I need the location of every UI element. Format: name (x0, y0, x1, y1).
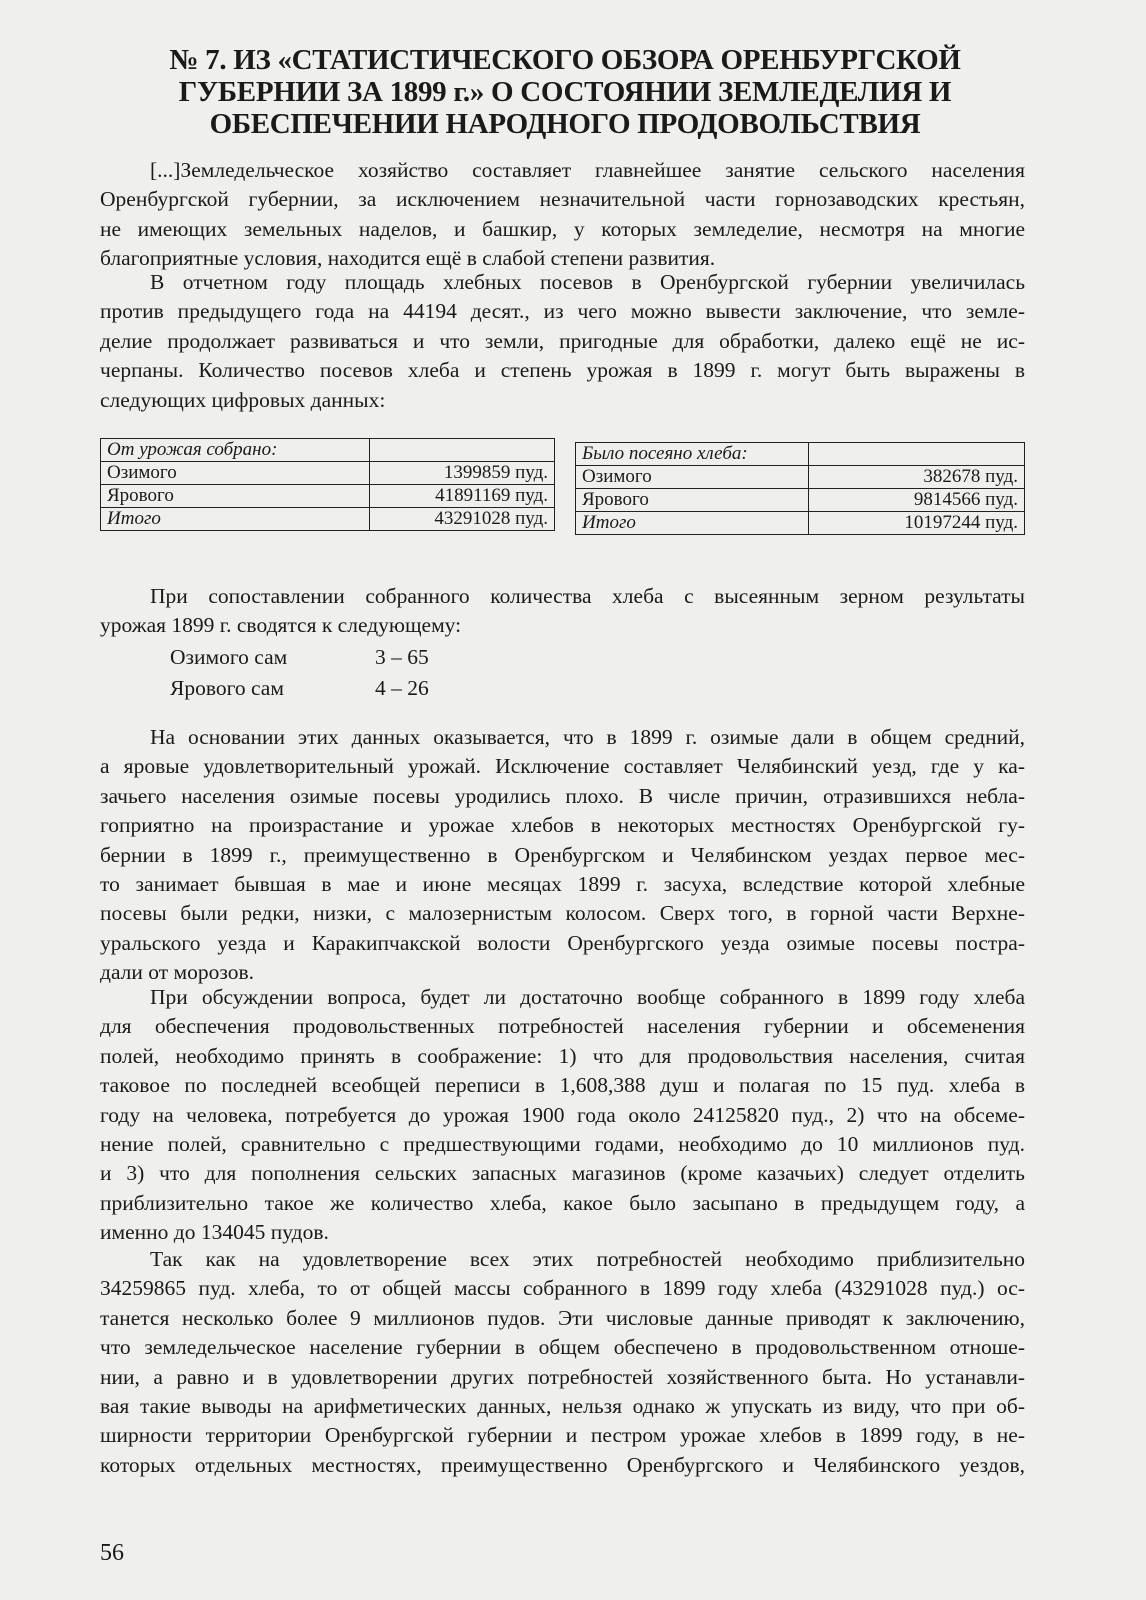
row-label: Ярового (101, 485, 370, 508)
text-line: то занимает бывшая в мае и июне месяцах 1899 г. засуха, вследствие которой хлебные (100, 871, 1025, 896)
text-line: посевы были редки, низки, с малозернистым колосом. Сверх того, в горной части Верхне- (100, 901, 1025, 926)
paragraph-2 (100, 268, 1025, 415)
text-line: танется несколько более 9 миллионов пудов. Эти числовые данные приводят к заключению, (100, 1305, 1025, 1330)
text-line: вая такие выводы на арифметических данных, нельзя однако ж упускать из виду, что при об- (100, 1393, 1025, 1418)
row-value: 41891169 пуд. (369, 485, 554, 508)
text-line: не имеющих земельных наделов, и башкир, у которых земледелие, несмотря на многие (100, 216, 1025, 241)
item-value: 4 – 26 (375, 676, 429, 700)
row-value: 9814566 пуд. (809, 489, 1025, 512)
text-line: против предыдущего года на 44194 десят., из чего можно вывести заключение, что земле- (100, 299, 1025, 324)
text-line: и 3) что для пополнения сельских запасных магазинов (кроме казачьих) следует отделить (100, 1161, 1025, 1186)
row-value: 382678 пуд. (809, 466, 1025, 489)
text-line: году на человека, потребуется до урожая 1900 года около 24125820 пуд., 2) что на обсеме- (100, 1102, 1025, 1127)
table-row (576, 489, 1025, 512)
harvest-table (100, 438, 555, 531)
row-value: 1399859 пуд. (369, 462, 554, 485)
table-row (101, 485, 555, 508)
paragraph-4 (100, 723, 1025, 988)
text-line: делие продолжает развиваться и что земли, пригодные для обработки, далеко ещё не ис- (100, 328, 1025, 353)
row-label: Итого (101, 508, 370, 531)
item-label: Озимого сам (170, 645, 288, 669)
text-line: урожая 1899 г. сводятся к следующему: (100, 613, 462, 638)
text-line: Так как на удовлетворение всех этих потребностей необходимо приблизительно (150, 1247, 1025, 1271)
text-line: Оренбургской губернии, за исключением незначительной части горнозаводских крестьян, (100, 187, 1025, 212)
text-line: благоприятные условия, находится ещё в слабой степени развития. (100, 246, 716, 271)
text-line: [...]Земледельческое хозяйство составляет главнейшее занятие сельского населения (150, 158, 1025, 182)
table-row (101, 508, 555, 531)
row-label: Ярового (576, 489, 809, 512)
table-header: Было посеяно хлеба: (576, 443, 809, 466)
title-line: ГУБЕРНИИ ЗА 1899 г.» О СОСТОЯНИИ ЗЕМЛЕДЕЛИЯ И (178, 76, 952, 108)
paragraph-3 (100, 582, 1025, 641)
page-number: 56 (100, 1540, 124, 1566)
row-value: 43291028 пуд. (369, 508, 554, 531)
text-line: таковое по последней всеобщей переписи в 1,608,388 душ и полагая по 15 пуд. хлеба в (100, 1073, 1025, 1098)
text-line: для обеспечения продовольственных потребностей населения губернии и обсеменения (100, 1014, 1025, 1039)
paragraph-1 (100, 156, 1025, 274)
item-label: Ярового сам (170, 676, 284, 700)
sown-table (575, 442, 1025, 535)
text-line: ширности территории Оренбургской губернии и пестром урожае хлебов в 1899 году, в не- (100, 1423, 1025, 1448)
text-line: а яровые удовлетворительный урожай. Исключение составляет Челябинский уезд, где у ка- (100, 754, 1025, 779)
text-line: При обсуждении вопроса, будет ли достаточно вообще собранного в 1899 году хлеба (150, 985, 1025, 1009)
item-value: 3 – 65 (375, 645, 429, 669)
text-line: дали от морозов. (100, 960, 255, 985)
text-line: 34259865 пуд. хлеба, то от общей массы собранного в 1899 году хлеба (43291028 пуд.) ос- (100, 1276, 1025, 1301)
list-item (170, 673, 429, 704)
list-item (170, 642, 429, 673)
text-line: гоприятно на произрастание и урожае хлебов в некоторых местностях Оренбургской гу- (100, 813, 1025, 838)
yield-list (170, 642, 429, 704)
row-label: Итого (576, 512, 809, 535)
paragraph-5 (100, 983, 1025, 1248)
text-line: черпаны. Количество посевов хлеба и степень урожая в 1899 г. могут быть выражены в (100, 358, 1025, 383)
text-line: нение полей, сравнительно с предшествующими годами, необходимо до 10 миллионов пуд. (100, 1131, 1025, 1156)
text-line: именно до 134045 пудов. (100, 1220, 329, 1245)
text-line: полей, необходимо принять в соображение: 1) что для продовольствия населения, считая (100, 1043, 1025, 1068)
row-label: Озимого (101, 462, 370, 485)
text-line: что земледельческое население губернии в общем обеспечено в продовольственном отноше- (100, 1335, 1025, 1360)
table-row (101, 462, 555, 485)
document-title (60, 44, 1070, 140)
text-line: зачьего населения озимые посевы уродились плохо. В числе причин, отразившихся небла- (100, 783, 1025, 808)
table-row (576, 512, 1025, 535)
text-line: При сопоставлении собранного количества хлеба с высеянным зерном результаты (150, 584, 1025, 608)
title-line: № 7. ИЗ «СТАТИСТИЧЕСКОГО ОБЗОРА ОРЕНБУРГСКОЙ (169, 44, 961, 76)
table-header: От урожая собрано: (101, 439, 370, 462)
row-label: Озимого (576, 466, 809, 489)
text-line: нии, а равно и в удовлетворении других потребностей хозяйственного быта. Но устанавли- (100, 1364, 1025, 1389)
text-line: следующих цифровых данных: (100, 387, 386, 412)
row-value: 10197244 пуд. (809, 512, 1025, 535)
text-line: На основании этих данных оказывается, что в 1899 г. озимые дали в общем средний, (150, 725, 1025, 749)
text-line: В отчетном году площадь хлебных посевов в Оренбургской губернии увеличилась (150, 270, 1025, 294)
paragraph-6 (100, 1245, 1025, 1480)
title-line: ОБЕСПЕЧЕНИИ НАРОДНОГО ПРОДОВОЛЬСТВИЯ (209, 108, 921, 140)
text-line: приблизительно такое же количество хлеба, какое было засыпано в предыдущем году, а (100, 1190, 1025, 1215)
text-line: которых отдельных местностях, преимущественно Оренбургского и Челябинского уездов, (100, 1452, 1025, 1477)
table-row (576, 466, 1025, 489)
text-line: бернии в 1899 г., преимущественно в Оренбургском и Челябинском уездах первое мес- (100, 842, 1025, 867)
text-line: уральского уезда и Каракипчакской волости Оренбургского уезда озимые посевы постра- (100, 930, 1025, 955)
